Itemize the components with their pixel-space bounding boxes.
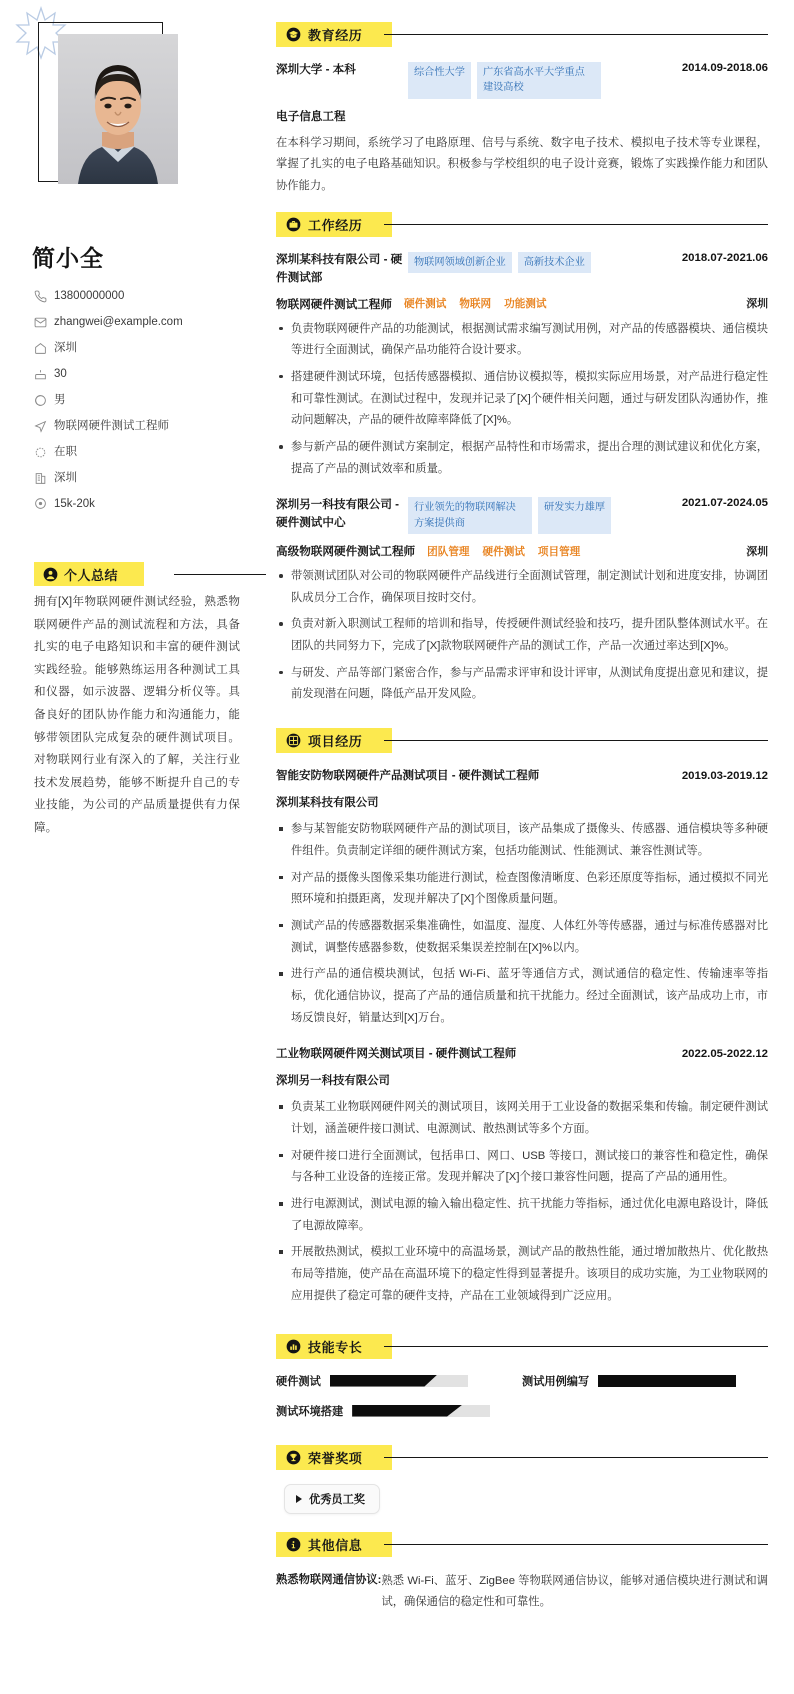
work-role: 高级物联网硬件测试工程师: [276, 545, 416, 558]
page-title: 简小全: [32, 245, 104, 271]
contact-row-email: [34, 315, 250, 330]
list-item: 与研发、产品等部门紧密合作，参与产品需求评审和设计评审，从测试角度提出意见和建议，提前发现潜在问题，降低产品开发风险。: [276, 663, 768, 706]
list-item: 参与某智能安防物联网硬件产品的测试项目，该产品集成了摄像头、传感器、通信模块等多种硬件组件。负责制定详细的硬件测试方案，包括功能测试、性能测试、兼容性测试等。: [276, 819, 768, 862]
contact-value: 30: [54, 367, 67, 380]
section-header-skills: [276, 1334, 392, 1359]
briefcase-icon: [286, 217, 301, 232]
section-awards: [276, 1445, 768, 1514]
section-title: 项目经历: [308, 734, 363, 750]
skill-fill: [352, 1405, 462, 1417]
education-description: 在本科学习期间，系统学习了电路原理、信号与系统、数字电子技术、模拟电子技术等专业课程，掌握了扎实的电子电路基础知识。积极参与学校组织的电子设计竞赛，锻炼了实践操作能力和团队协作能力。: [276, 136, 768, 192]
list-item: 参与新产品的硬件测试方案制定，根据产品特性和市场需求，提出合理的测试建议和优化方案，提高了产品的测试效率和质量。: [276, 437, 768, 480]
work-entry: [276, 251, 768, 481]
project-entry: [276, 767, 768, 1029]
contact-row-gender: [34, 393, 250, 408]
tag: 团队管理: [427, 545, 470, 558]
section-rule: [384, 34, 768, 35]
sidebar: [0, 0, 268, 869]
skill-name: 测试环境搭建: [276, 1405, 344, 1418]
skill-list: [276, 1373, 768, 1433]
section-rule: [174, 574, 266, 575]
project-title: 工业物联网硬件网关测试项目 - 硬件测试工程师: [276, 1048, 517, 1061]
main-content: [268, 0, 794, 1642]
contact-row-target-job: [34, 419, 250, 434]
work-date: 2021.07-2024.05: [681, 497, 768, 510]
section-title: 教育经历: [308, 28, 363, 43]
skill-name: 测试用例编写: [522, 1375, 590, 1388]
list-item: 带领测试团队对公司的物联网硬件产品线进行全面测试管理，制定测试计划和进度安排，协调团队成员分工合作，确保项目按时交付。: [276, 566, 768, 609]
contact-row-salary: [34, 497, 250, 512]
contact-value: 深圳: [54, 471, 77, 484]
work-location: 深圳: [746, 298, 768, 311]
phone-icon: [34, 290, 51, 303]
section-title: 荣誉奖项: [308, 1450, 363, 1466]
contact-value: 13800000000: [54, 290, 125, 302]
section-header-awards: [276, 1445, 392, 1470]
section-title: 技能专长: [308, 1339, 363, 1355]
work-date: 2018.07-2021.06: [681, 251, 768, 264]
skill-fill: [330, 1375, 438, 1387]
list-item: 测试产品的传感器数据采集准确性，如温度、湿度、人体红外等传感器，通过与标准传感器对比测试，调整传感器参数，使数据采集误差控制在[X]%以内。: [276, 916, 768, 959]
tag: 物联网领域创新企业: [408, 252, 512, 273]
project-date: 2019.03-2019.12: [681, 770, 768, 783]
contact-value: 在职: [54, 445, 77, 458]
tag: 项目管理: [537, 545, 581, 558]
work-role-tags: [404, 296, 746, 311]
section-skills: [276, 1334, 768, 1433]
tag: 硬件测试: [482, 545, 525, 558]
tag: 广东省高水平大学重点建设高校: [477, 62, 601, 99]
tag: 功能测试: [504, 298, 547, 311]
section-rule: [384, 740, 768, 741]
skill-item: [276, 1373, 522, 1389]
section-header-summary: [34, 562, 144, 586]
work-org: 深圳某科技有限公司 - 硬件测试部: [276, 252, 403, 284]
skill-fill: [598, 1375, 736, 1387]
contact-value: 深圳: [54, 341, 77, 354]
list-item: 负责物联网硬件产品的功能测试，根据测试需求编写测试用例，对产品的传感器模块、通信模块等进行全面测试，确保产品功能符合设计要求。: [276, 319, 768, 362]
work-entry: [276, 496, 768, 706]
section-rule: [384, 224, 768, 225]
education-entry: [276, 61, 768, 198]
contact-row-age: [34, 367, 250, 382]
contact-row-status: [34, 445, 250, 460]
tag: 综合性大学: [408, 62, 471, 99]
other-info-row: [276, 1571, 768, 1614]
skill-name: 硬件测试: [276, 1375, 321, 1388]
skill-bar: [598, 1375, 736, 1387]
section-work: [276, 212, 768, 706]
list-item: 进行电源测试，测试电源的输入输出稳定性、抗干扰能力等指标，通过优化电源电路设计，降低了电源故障率。: [276, 1194, 768, 1237]
other-label: 熟悉物联网通信协议:: [276, 1573, 382, 1586]
tag: 物联网: [459, 298, 492, 311]
chart-icon: [286, 1339, 301, 1354]
section-title: 个人总结: [64, 567, 119, 583]
award-list: [284, 1484, 768, 1514]
target-icon: [34, 420, 51, 433]
tag: 行业领先的物联网解决方案提供商: [408, 497, 532, 534]
tag: 高新技术企业: [518, 252, 591, 273]
project-org: 深圳某科技有限公司: [276, 797, 379, 810]
section-header-work: [276, 212, 392, 237]
section-header-education: [276, 22, 392, 47]
mail-icon: [34, 316, 51, 329]
contact-value: zhangwei@example.com: [54, 315, 183, 328]
work-bullets: [276, 566, 768, 706]
contact-value: 物联网硬件测试工程师: [54, 419, 169, 432]
project-date: 2022.05-2022.12: [681, 1048, 768, 1061]
list-item: 开展散热测试，模拟工业环境中的高温场景，测试产品的散热性能，通过增加散热片、优化散热布局等措施，使产品在高温环境下的稳定性得到显著提升。该项目的成功实施，为工业物联网的应用提供了稳定可靠的硬件支持，产品在工业领域得到广泛应用。: [276, 1242, 768, 1307]
section-projects: [276, 728, 768, 1307]
contact-row-work-city: [34, 471, 250, 486]
other-text: 熟悉 Wi-Fi、蓝牙、ZigBee 等物联网通信协议，能够对通信模块进行测试和调试，确保通信的稳定性和可靠性。: [381, 1574, 768, 1609]
list-item: 进行产品的通信模块测试，包括 Wi-Fi、蓝牙等通信方式，测试通信的稳定性、传输速率等指标，优化通信协议，提高了产品的通信质量和抗干扰能力。经过全面测试，该产品成功上市，市场反馈良好，销量达到[X]万台。: [276, 964, 768, 1029]
section-title: 其他信息: [308, 1537, 363, 1553]
work-role: 物联网硬件测试工程师: [276, 297, 392, 311]
project-icon: [286, 733, 301, 748]
section-rule: [384, 1457, 768, 1458]
graduation-icon: [286, 27, 301, 42]
award-chip[interactable]: [284, 1484, 380, 1514]
list-item: 对硬件接口进行全面测试，包括串口、网口、USB 等接口，测试接口的兼容性和稳定性，确保与各种工业设备的连接正常。发现并解决了[X]个接口兼容性问题，提高了产品的通用性。: [276, 1146, 768, 1189]
skill-item: [522, 1373, 768, 1389]
education-date: 2014.09-2018.06: [681, 62, 768, 74]
section-title: 工作经历: [308, 217, 363, 233]
list-item: 搭建硬件测试环境，包括传感器模拟、通信协议模拟等，模拟实际应用场景，对产品进行稳定性和可靠性测试。在测试过程中，发现并记录了[X]个硬件相关问题，通过与研发团队沟通协作，推动问题解决，产品的硬件故障率降低了[X]%。: [276, 367, 768, 432]
skill-bar: [330, 1375, 468, 1387]
work-org: 深圳另一科技有限公司 - 硬件测试中心: [276, 498, 400, 530]
work-bullets: [276, 319, 768, 481]
education-major: 电子信息工程: [276, 109, 346, 123]
project-bullets: [276, 1097, 768, 1307]
tag: 研发实力雄厚: [538, 497, 611, 534]
work-role-tags: [427, 544, 746, 559]
section-rule: [384, 1544, 768, 1545]
contact-value: 男: [54, 393, 66, 406]
education-tags: [408, 61, 676, 99]
work-tags: [408, 496, 676, 534]
education-org: 深圳大学 - 本科: [276, 63, 356, 76]
contact-list: [34, 289, 250, 511]
photo-block: [50, 32, 200, 214]
user-icon: [43, 567, 58, 582]
home-icon: [34, 342, 51, 355]
work-tags: [408, 251, 676, 273]
project-bullets: [276, 819, 768, 1029]
section-header-projects: [276, 728, 392, 753]
section-header-other: [276, 1532, 392, 1557]
tag: 硬件测试: [403, 298, 447, 311]
skill-bar: [352, 1405, 490, 1417]
gender-icon: [34, 394, 51, 407]
list-item: 负责对新入职测试工程师的培训和指导，传授硬件测试经验和技巧，提升团队整体测试水平。在团队的共同努力下，完成了[X]款物联网硬件产品的测试工作，产品一次通过率达到[X]%。: [276, 614, 768, 657]
project-title: 智能安防物联网硬件产品测试项目 - 硬件测试工程师: [276, 770, 540, 783]
section-other: [276, 1532, 768, 1614]
avatar: [58, 34, 178, 184]
section-education: [276, 22, 768, 198]
skill-item: [276, 1403, 522, 1419]
status-icon: [34, 446, 51, 459]
salary-icon: [34, 497, 51, 510]
section-rule: [384, 1346, 768, 1347]
building-icon: [34, 472, 51, 485]
project-entry: [276, 1045, 768, 1307]
contact-value: 15k-20k: [54, 497, 95, 510]
project-org: 深圳另一科技有限公司: [276, 1075, 390, 1088]
award-label: 优秀员工奖: [309, 1493, 365, 1506]
contact-row-city: [34, 341, 250, 356]
list-item: 对产品的摄像头图像采集功能进行测试，检查图像清晰度、色彩还原度等指标，通过模拟不同光照环境和拍摄距离，发现并解决了[X]个图像质量问题。: [276, 868, 768, 911]
play-triangle-icon: [296, 1495, 302, 1503]
cake-icon: [34, 368, 51, 381]
contact-row-phone: [34, 289, 250, 304]
summary-text: 拥有[X]年物联网硬件测试经验，熟悉物联网硬件产品的测试流程和方法，具备扎实的电子电路知识和丰富的硬件测试实践经验。能够熟练运用各种测试工具和仪器，如示波器、逻辑分析仪等。具备良好的团队协作能力和沟通能力，能够带领团队完成复杂的硬件测试项目。对物联网行业有深入的了解，关注行业技术发展趋势，能够不断提升自己的专业技能，为公司的产品质量提供有力保障。: [34, 594, 240, 834]
info-icon: [286, 1537, 301, 1552]
work-location: 深圳: [746, 545, 768, 558]
list-item: 负责某工业物联网硬件网关的测试项目，该网关用于工业设备的数据采集和传输。制定硬件测试计划，涵盖硬件接口测试、电源测试、散热测试等多个方面。: [276, 1097, 768, 1140]
trophy-icon: [286, 1450, 301, 1465]
